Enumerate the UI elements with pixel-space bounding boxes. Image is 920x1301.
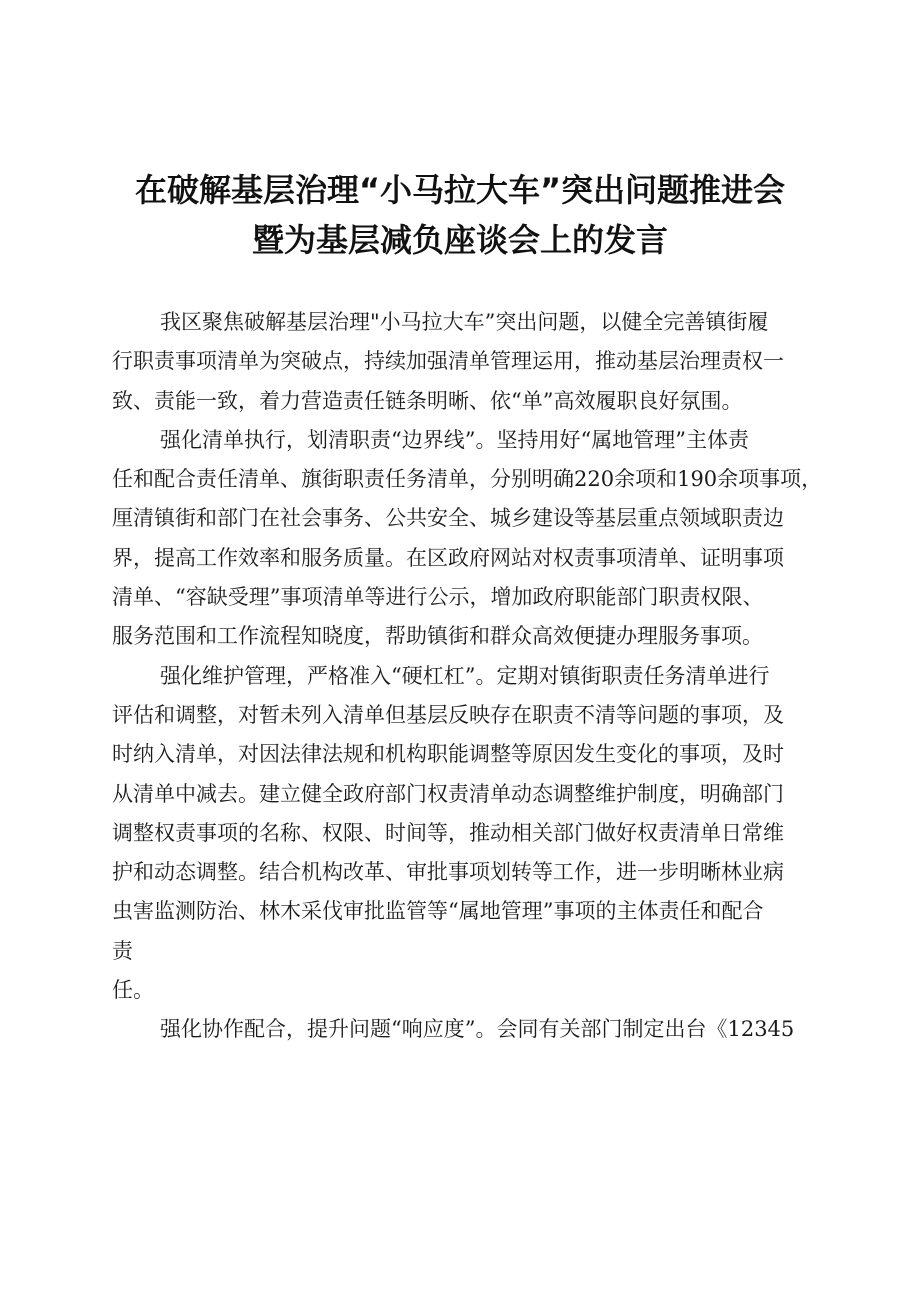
text-line: 清单、“容缺受理”事项清单等进行公示，增加政府职能部门职责权限、 <box>112 585 764 610</box>
paragraph-cooperation <box>112 1010 824 1049</box>
text-line: 致、责能一致，着力营造责任链条明晰、依“单”高效履职良好氛围。 <box>112 388 743 413</box>
text-line: 服务范围和工作流程知晓度，帮助镇街和群众高效便捷办理服务事项。 <box>112 624 763 649</box>
document-body <box>112 303 824 1050</box>
text-line: 任。 <box>112 978 154 1003</box>
title-line-1: 在破解基层治理“小马拉大车”突出问题推进会 <box>134 171 786 209</box>
text-line: 评估和调整，对暂未列入清单但基层反映存在职责不清等问题的事项，及 <box>112 702 784 727</box>
paragraph-maintenance <box>112 657 824 1011</box>
text-line: 任和配合责任清单、旗街职责任务清单，分别明确220余项和190余项事项， <box>112 467 823 492</box>
text-line: 界，提高工作效率和服务质量。在区政府网站对权责事项清单、证明事项 <box>112 545 784 570</box>
text-line: 厘清镇街和部门在社会事务、公共安全、城乡建设等基层重点领域职责边 <box>112 506 784 531</box>
text-line: 强化维护管理，严格准入“硬杠杠”。定期对镇街职责任务清单进行 <box>160 663 770 688</box>
text-line: 我区聚焦破解基层治理"小马拉大车”突出问题，以健全完善镇街履 <box>160 310 769 334</box>
text-line: 从清单中减去。建立健全政府部门权责清单动态调整维护制度，明确部门 <box>112 781 784 806</box>
text-line: 调整权责事项的名称、权限、时间等，推动相关部门做好权责清单日常维 <box>112 820 784 845</box>
title-line-2: 暨为基层减负座谈会上的发言 <box>251 221 668 259</box>
text-line: 行职责事项清单为突破点，持续加强清单管理运用，推动基层治理责权一 <box>112 349 784 374</box>
text-line: 强化清单执行，划清职责“边界线”。坚持用好“属地管理”主体责 <box>160 427 749 452</box>
text-line: 护和动态调整。结合机构改革、审批事项划转等工作，进一步明晰林业病 <box>112 860 784 885</box>
text-line: 强化协作配合，提升问题“响应度”。会同有关部门制定出台《12345 <box>160 1017 795 1042</box>
text-line: 责 <box>112 938 133 963</box>
paragraph-execution <box>112 421 824 657</box>
paragraph-intro <box>112 303 824 421</box>
document-title <box>60 165 860 265</box>
text-line: 时纳入清单，对因法律法规和机构职能调整等原因发生变化的事项，及时 <box>112 742 784 767</box>
text-line: 虫害监测防治、林木采伐审批监管等“属地管理”事项的主体责任和配合 <box>112 899 764 924</box>
